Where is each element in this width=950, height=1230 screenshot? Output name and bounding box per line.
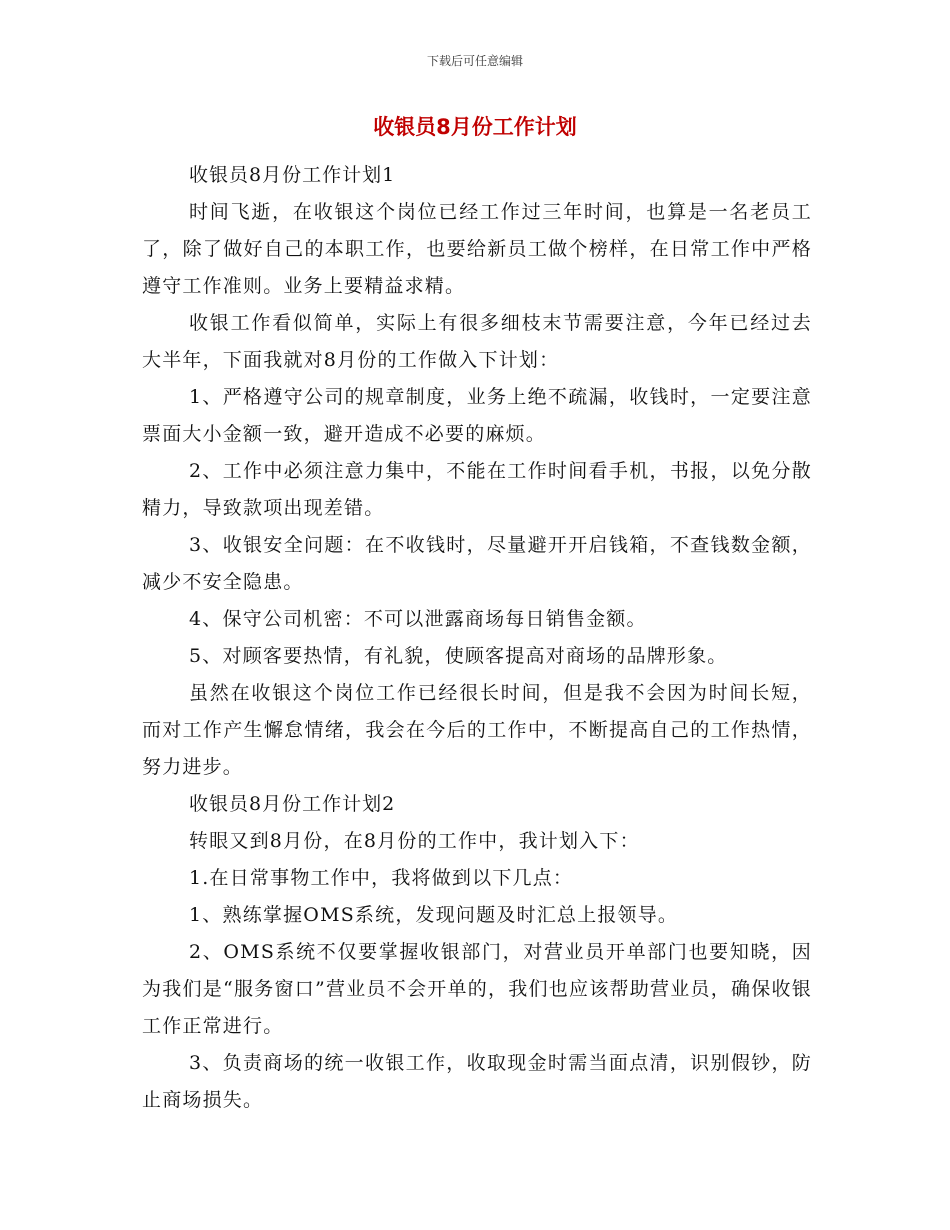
paragraph-intro: 时间飞逝，在收银这个岗位已经工作过三年时间，也算是一名老员工了，除了做好自己的本职工作，也要给新员工做个榜样，在日常工作中严格遵守工作准则。业务上要精益求精。 xyxy=(142,201,812,297)
list-item-3: 3、收银安全问题：在不收钱时，尽量避开开启钱箱，不查钱数金额，减少不安全隐患。 xyxy=(142,534,812,593)
sub-heading-daily-work: 1.在日常事物工作中，我将做到以下几点： xyxy=(189,867,574,889)
paragraph-conclusion: 虽然在收银这个岗位工作已经很长时间，但是我不会因为时间长短，而对工作产生懈怠情绪，我会在今后的工作中，不断提高自己的工作热情，努力进步。 xyxy=(142,682,812,778)
document-body xyxy=(142,157,812,1119)
list-item-1: 1、严格遵守公司的规章制度，业务上绝不疏漏，收钱时，一定要注意票面大小金额一致，避开造成不必要的麻烦。 xyxy=(142,386,812,445)
paragraph-plan2-intro: 转眼又到8月份，在8月份的工作中，我计划入下： xyxy=(189,830,640,852)
section-heading-1: 收银员8月份工作计划1 xyxy=(189,164,396,186)
document-title: 收银员8月份工作计划 xyxy=(373,115,577,139)
list-item-oms-1: 1、熟练掌握OMS系统，发现问题及时汇总上报领导。 xyxy=(189,904,679,926)
page-header: 下载后可任意编辑 xyxy=(426,54,523,68)
list-item-oms-3: 3、负责商场的统一收银工作，收取现金时需当面点清，识别假钞，防止商场损失。 xyxy=(142,1052,812,1111)
list-item-2: 2、工作中必须注意力集中，不能在工作时间看手机，书报，以免分散精力，导致款项出现差错。 xyxy=(142,460,812,519)
list-item-5: 5、对顾客要热情，有礼貌，使顾客提高对商场的品牌形象。 xyxy=(189,645,728,667)
list-item-oms-2: 2、OMS系统不仅要掌握收银部门，对营业员开单部门也要知晓，因为我们是“服务窗口”营业员不会开单的，我们也应该帮助营业员，确保收银工作正常进行。 xyxy=(142,941,812,1037)
list-item-4: 4、保守公司机密：不可以泄露商场每日销售金额。 xyxy=(189,608,647,630)
paragraph-plan-intro: 收银工作看似简单，实际上有很多细枝末节需要注意，今年已经过去大半年，下面我就对8月份的工作做入下计划： xyxy=(142,312,812,371)
section-heading-2: 收银员8月份工作计划2 xyxy=(189,793,396,815)
